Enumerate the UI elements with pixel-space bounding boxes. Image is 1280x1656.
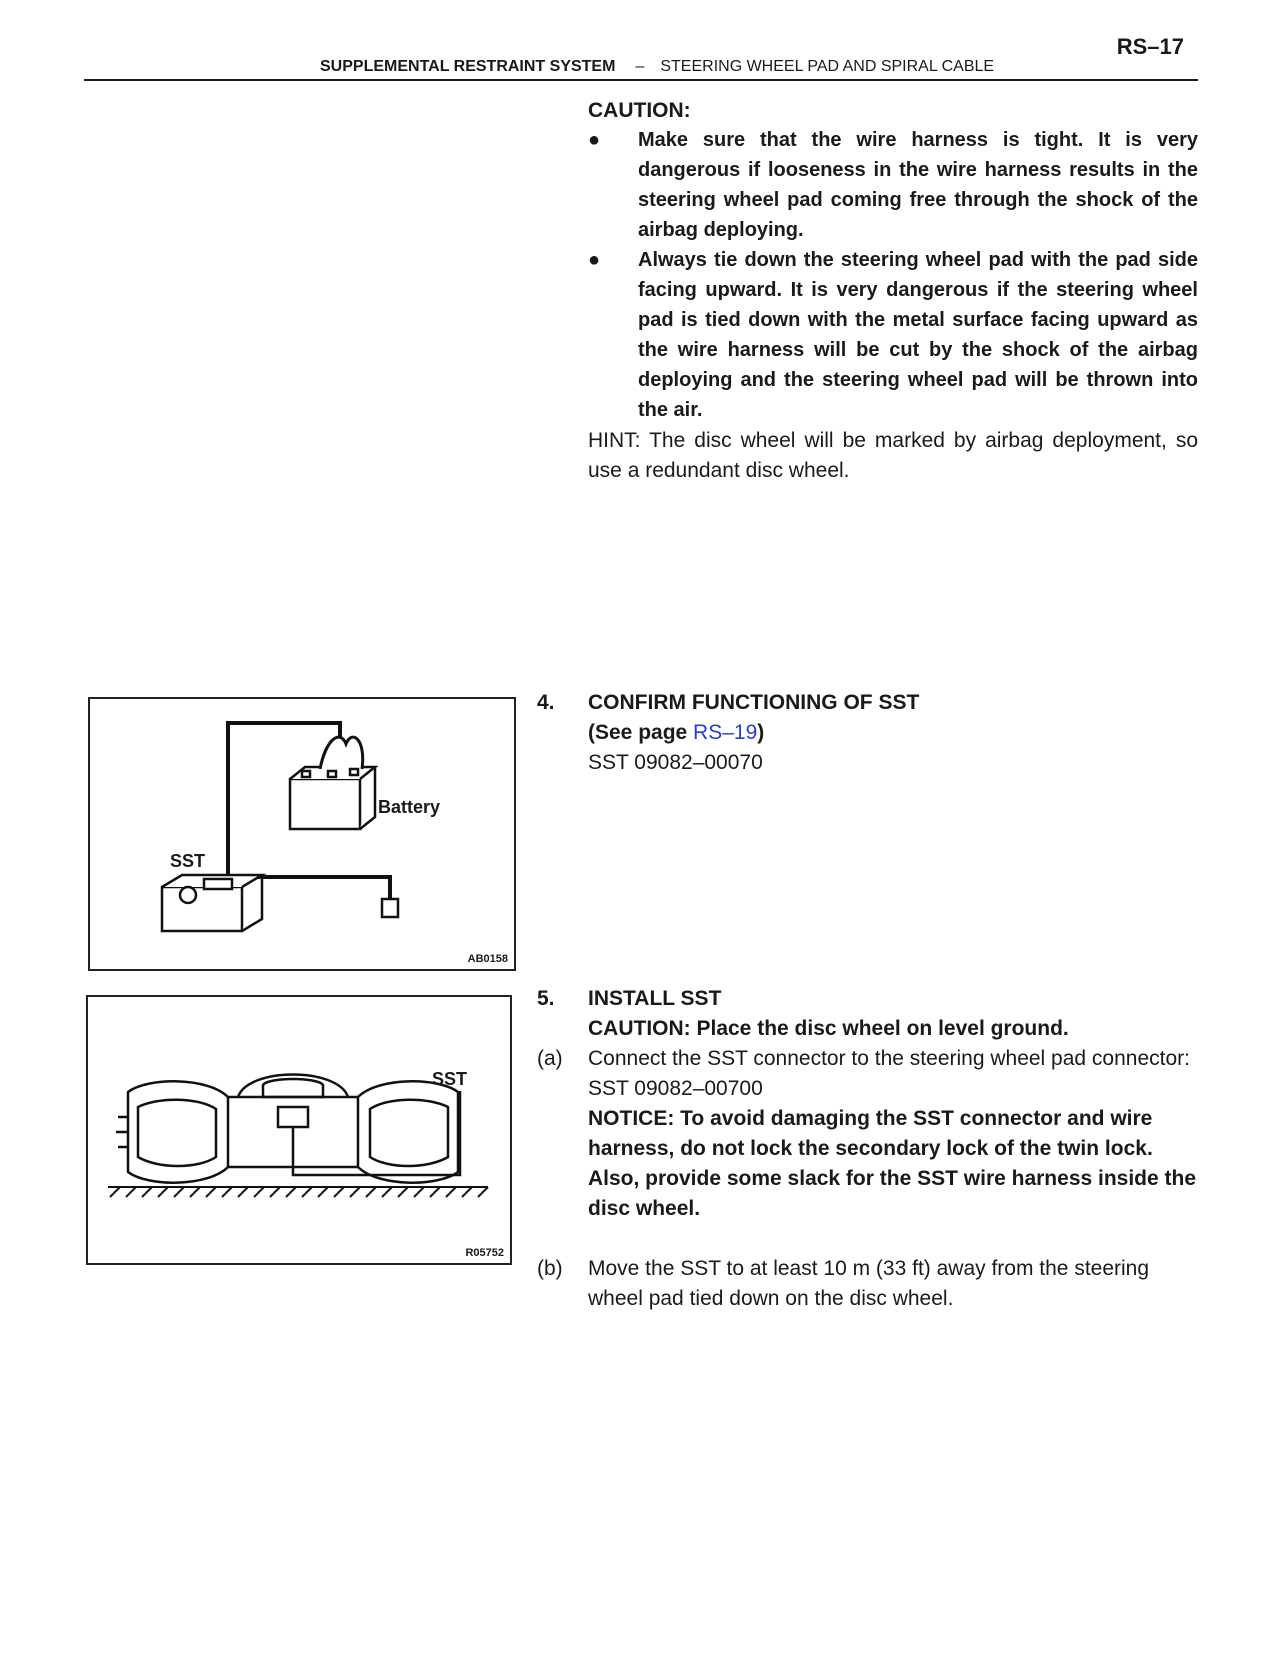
sst-battery-illustration [90,699,514,969]
step-title: INSTALL SST [588,987,722,1010]
see-suffix: ) [757,721,765,744]
step-body [588,688,1198,778]
figure-disc-wheel [86,995,512,1265]
caution-title: CAUTION: [588,99,691,122]
step-caution: CAUTION: Place the disc wheel on level ground. [588,1017,1069,1040]
step-4 [537,688,1198,778]
substep-body [588,1254,1198,1314]
substep-label: (b) [537,1257,563,1280]
caution-bullet [588,245,1198,425]
substep-body [588,1044,1198,1224]
page-link[interactable]: RS–19 [693,721,758,744]
substep-b [537,1254,1198,1314]
substep-text: Connect the SST connector to the steering wheel pad connector: [588,1047,1190,1070]
figure-code: R05752 [465,1247,504,1259]
section-title: SUPPLEMENTAL RESTRAINT SYSTEM [320,58,616,75]
running-header [84,58,1198,76]
step-number: 5. [537,987,555,1010]
figure-code: AB0158 [467,953,508,965]
sst-part-number: SST 09082–00070 [588,751,763,774]
page-number: RS–17 [1116,34,1184,59]
see-prefix: (See page [588,721,694,744]
subsection-title: STEERING WHEEL PAD AND SPIRAL CABLE [660,58,995,75]
step-5 [537,984,1198,1044]
caution-bullet-list [588,125,1198,425]
substep-label: (a) [537,1047,563,1070]
header-rule [84,79,1198,81]
bullet-icon: ● [588,129,601,151]
substep-text: Move the SST to at least 10 m (33 ft) away from the steering wheel pad tied down on the disc wheel. [588,1257,1150,1310]
substep-a [537,1044,1198,1224]
sst-label: SST [170,851,206,871]
notice-text: NOTICE: To avoid damaging the SST connector and wire harness, do not lock the secondary lock of the twin lock. Also, provide some slack for the SST wire harness inside the disc wheel. [588,1107,1197,1220]
disc-wheel-illustration [88,997,510,1263]
caution-bullet [588,125,1198,245]
battery-label: Battery [378,797,441,817]
header-separator: – [635,58,645,75]
bullet-text: Always tie down the steering wheel pad with the pad side facing upward. It is very dangerous if the steering wheel pad is tied down with the metal surface facing upward as the wire harness will be cut by the shock of the airbag deploying and the steering wheel pad will be thrown into the air. [638,249,1198,421]
see-page-reference [588,718,1198,748]
step-number: 4. [537,691,555,714]
figure-sst-battery [88,697,516,971]
bullet-text: Make sure that the wire harness is tight. It is very dangerous if looseness in the wire harness results in the steering wheel pad coming free through the shock of the airbag deploying. [638,129,1198,241]
step-title: CONFIRM FUNCTIONING OF SST [588,691,920,714]
sst-part-number: SST 09082–00700 [588,1077,763,1100]
step-body [588,984,1198,1044]
hint-text: HINT: The disc wheel will be marked by airbag deployment, so use a redundant disc wheel. [588,429,1198,482]
sst-label: SST [432,1069,468,1089]
bullet-icon: ● [588,249,601,271]
